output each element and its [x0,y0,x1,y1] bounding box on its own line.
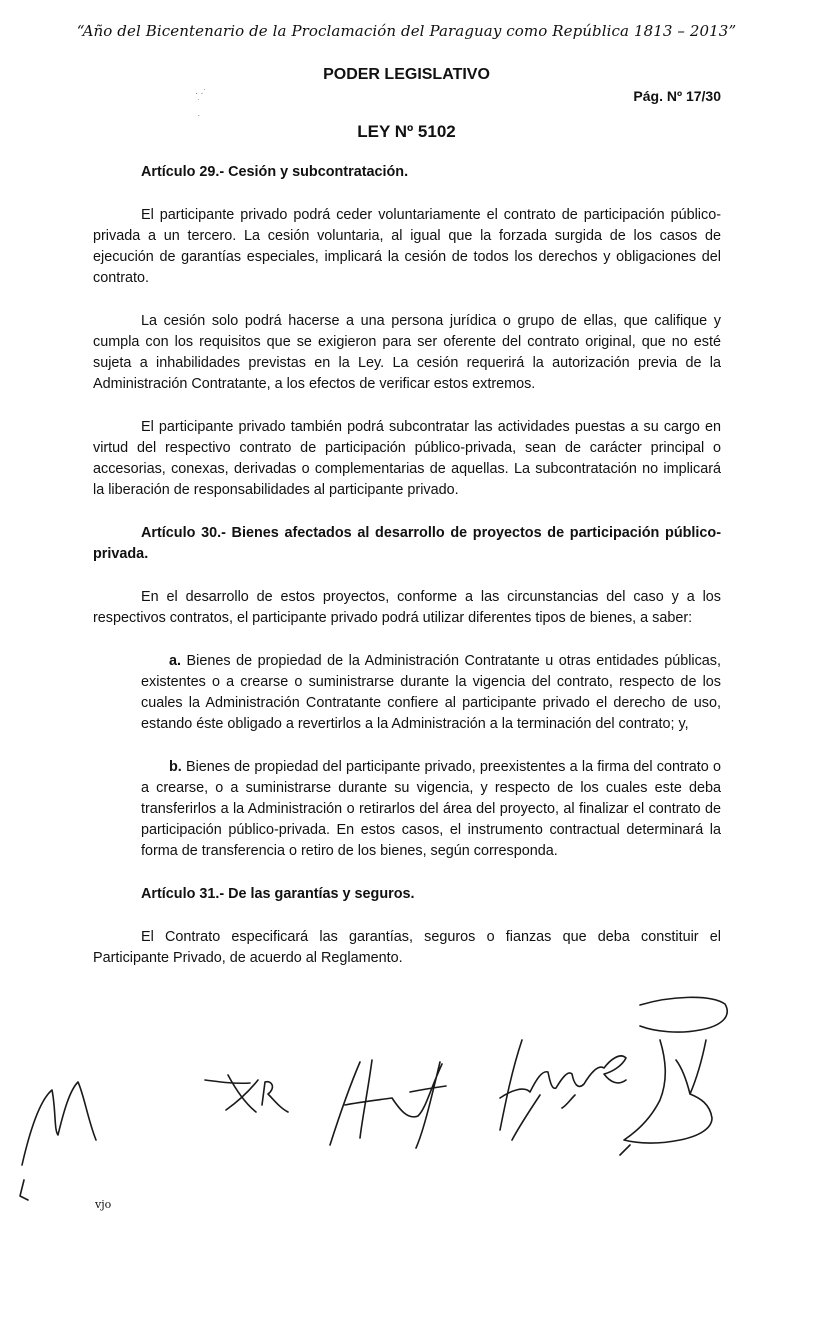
item-b-label: b. [169,759,182,775]
item-a-text: Bienes de propiedad de la Administración Contratante u otras entidades públicas, existentes o a crearse o suministrarse durante la vigencia del contrato, respecto de los cuales la Administración Contratante confiere al participante privado el derecho de uso, estando éste obligado a revertirlos a la Administración a la terminación del contrato; y, [141,653,721,732]
article-31-paragraph: El Contrato especificará las garantías, seguros o fianzas que deba constituir el Participante Privado, de acuerdo al Reglamento. [93,929,721,966]
signature-3 [330,1060,446,1148]
scan-specks: · ·˙ ˙ . [195,88,207,118]
article-29-paragraph-1: El participante privado podrá ceder voluntariamente el contrato de participación público-privada a un tercero. La cesión voluntaria, al igual que la forzada surgida de los casos de ejecución de garantías especiales, implicará la cesión de todos los derechos y obligaciones del contrato. [93,207,721,286]
motto: “Año del Bicentenario de la Proclamación del Paraguay como República 1813 – 2013” [76,22,737,40]
article-31-title: Artículo 31.- De las garantías y seguros. [141,886,415,902]
institution-header: PODER LEGISLATIVO [323,66,490,83]
page-number: Pág. Nº 17/30 [633,88,721,104]
signature-1 [20,1082,96,1200]
signature-2 [205,1075,288,1112]
article-29-paragraph-2: La cesión solo podrá hacerse a una persona jurídica o grupo de ellas, que califique y cumpla con los requisitos que se exigieron para ser oferente del contrato original, que no esté sujeta a inhabilidades previstas en la Ley. La cesión requerirá la autorización previa de la Administración Contratante, a los efectos de verificar estos extremos. [93,313,721,392]
item-b-text: Bienes de propiedad del participante privado, preexistentes a la firma del contrato o a crearse, o a suministrarse durante su vigencia, y respecto de los cuales este deba transferirlos a la Administración o retirarlos del área del proyecto, al finalizar el contrato de participación público-privada. En estos casos, el instrumento contractual determinará la forma de transferencia o retiro de los bienes, según corresponda. [141,759,721,859]
law-title: LEY Nº 5102 [357,122,456,141]
signature-loop [640,997,727,1032]
signature-4 [500,1040,626,1140]
signature-5 [620,1040,712,1155]
article-29-paragraph-3: El participante privado también podrá subcontratar las actividades puestas a su cargo en virtud del respectivo contrato de participación público-privada, sean de carácter principal o accesorias, conexas, derivadas o complementarias de aquellas. La subcontratación no implicará la liberación de responsabilidades al participante privado. [93,419,721,498]
item-a-label: a. [169,653,182,669]
typist-initials: vjo [95,1198,112,1211]
article-30-title: Artículo 30.- Bienes afectados al desarrollo de proyectos de participación público-privada. [93,525,721,562]
article-29-title: Artículo 29.- Cesión y subcontratación. [141,164,409,180]
article-30-intro: En el desarrollo de estos proyectos, conforme a las circunstancias del caso y a los respectivos contratos, el participante privado podrá utilizar diferentes tipos de bienes, a saber: [93,589,721,626]
